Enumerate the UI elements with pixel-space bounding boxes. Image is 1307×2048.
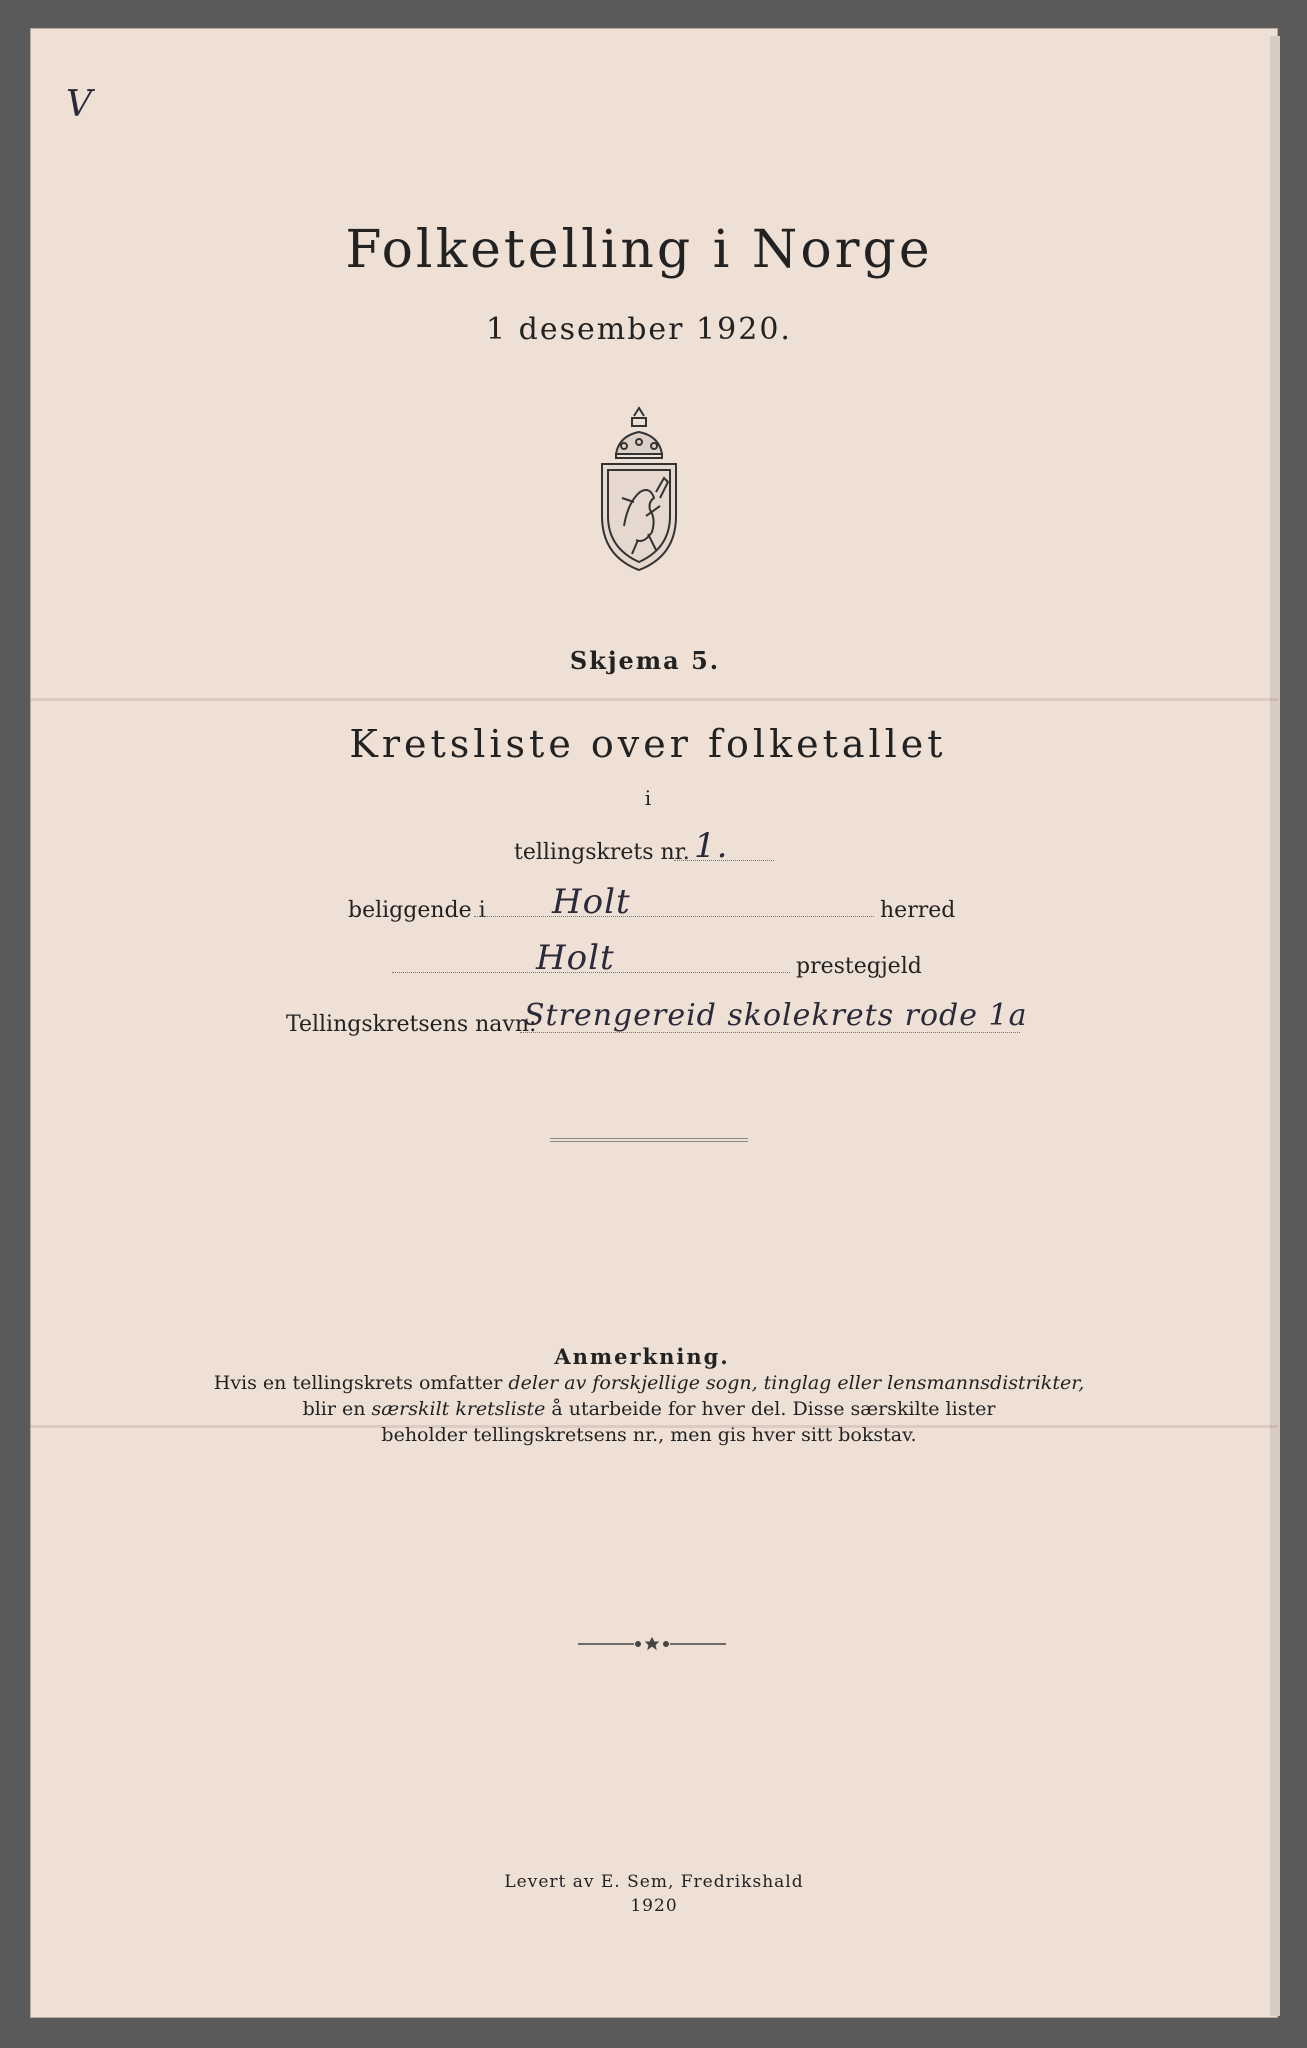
note-heading: Anmerkning.: [554, 1344, 730, 1369]
census-date: 1 desember 1920.: [486, 312, 792, 347]
note-line-3: beholder tellingskretsens nr., men gis hver sitt bokstav.: [381, 1424, 917, 1446]
schema-label: Skjema 5.: [569, 646, 721, 675]
prestegjeld-label: prestegjeld: [796, 954, 922, 979]
herred-label: herred: [880, 898, 956, 923]
printer-credit: Levert av E. Sem, Fredrikshald: [504, 1872, 804, 1892]
prestegjeld-value: Holt: [536, 938, 615, 978]
page-edge: [1270, 36, 1280, 2016]
note-line-1: Hvis en tellingskrets omfatter deler av forskjellige sogn, tinglag eller lensmannsdistrikter,: [213, 1372, 1085, 1394]
krets-value: 1.: [694, 826, 729, 866]
corner-mark: V: [66, 84, 93, 125]
subtitle-i: i: [644, 786, 652, 810]
document-subtitle: Kretsliste over folketallet: [349, 722, 947, 766]
coat-of-arms-icon: [594, 406, 684, 574]
printer-year: 1920: [630, 1896, 678, 1916]
beliggende-label: beliggende i: [348, 898, 486, 923]
fold-line: [30, 698, 1278, 701]
krets-label: tellingskrets nr.: [514, 840, 690, 865]
herred-line: [474, 916, 874, 917]
navn-value: Strengereid skolekrets rode 1a: [524, 998, 1028, 1033]
herred-value: Holt: [552, 882, 631, 922]
ornament-icon: [576, 1636, 728, 1652]
navn-label: Tellingskretsens navn:: [286, 1012, 537, 1037]
divider: [550, 1138, 748, 1142]
note-line-2: blir en særskilt kretsliste å utarbeide for hver del. Disse særskilte lister: [302, 1398, 996, 1420]
page-title: Folketelling i Norge: [345, 220, 933, 280]
